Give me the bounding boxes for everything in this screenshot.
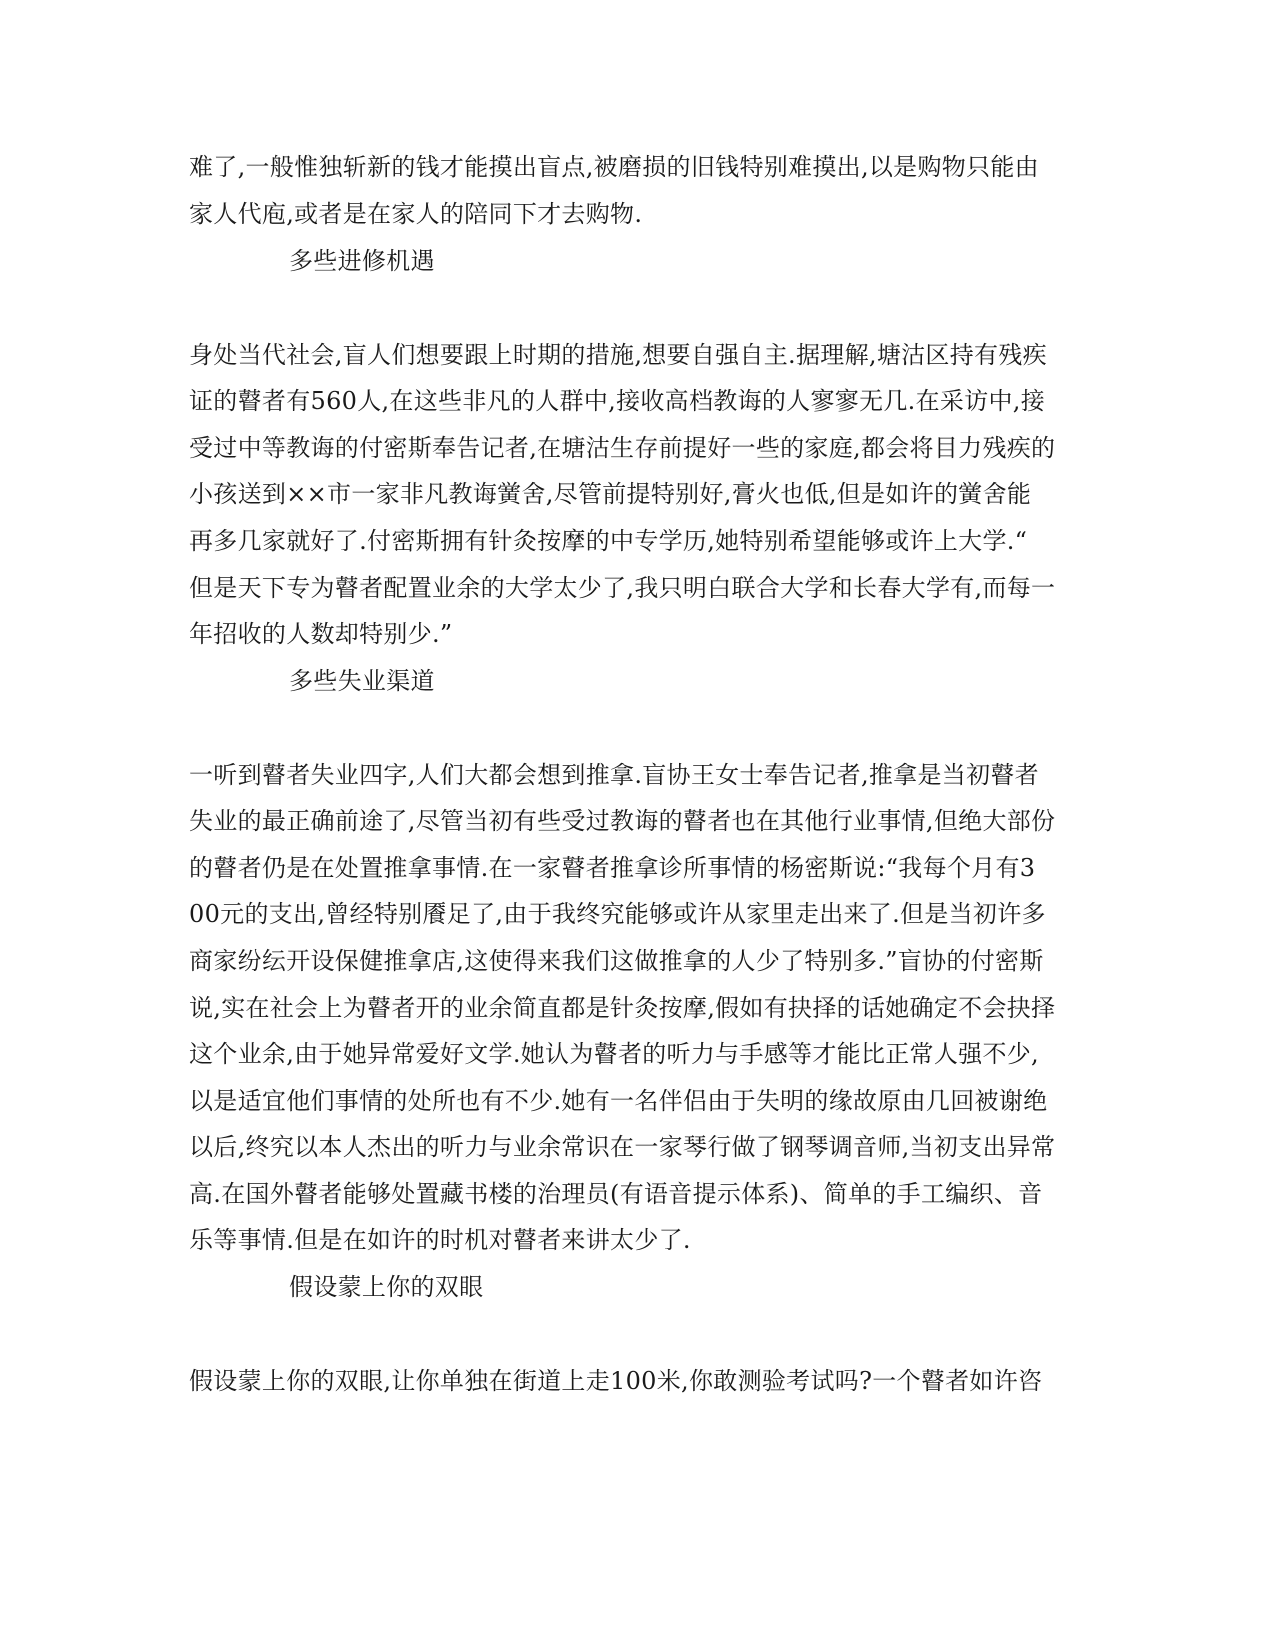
text-line: 小孩送到××市一家非凡教诲黉舍,尽管前提特别好,膏火也低,但是如许的黉舍能 [189,480,1032,508]
text-line: 受过中等教诲的付密斯奉告记者,在塘沽生存前提好一些的家庭,都会将目力残疾的 [189,434,1056,462]
text-line: 再多几家就好了.付密斯拥有针灸按摩的中专学历,她特别希望能够或许上大学.“ [189,527,1028,555]
section-heading: 多些进修机遇 [289,247,435,275]
text-line: 身处当代社会,盲人们想要跟上时期的措施,想要自强自主.据理解,塘沽区持有残疾 [189,341,1047,369]
section-heading: 多些失业渠道 [289,667,435,695]
text-line: 证的瞽者有560人,在这些非凡的人群中,接收高档教诲的人寥寥无几.在采访中,接 [189,387,1046,415]
text-line: 商家纷纭开设保健推拿店,这使得来我们这做推拿的人少了特别多.”盲协的付密斯 [189,947,1044,975]
text-line: 年招收的人数却特别少.” [189,620,453,648]
text-line: 说,实在社会上为瞽者开的业余简直都是针灸按摩,假如有抉择的话她确定不会抉择 [189,994,1056,1022]
text-line: 假设蒙上你的双眼,让你单独在街道上走100米,你敢测验考试吗?一个瞽者如许咨 [189,1367,1043,1395]
text-line: 失业的最正确前途了,尽管当初有些受过教诲的瞽者也在其他行业事情,但绝大部份 [189,807,1056,835]
text-line: 难了,一般惟独斩新的钱才能摸出盲点,被磨损的旧钱特别难摸出,以是购物只能由 [189,153,1039,181]
text-line: 以是适宜他们事情的处所也有不少.她有一名伴侣由于失明的缘故原由几回被谢绝 [189,1087,1048,1115]
text-line: 家人代庖,或者是在家人的陪同下才去购物. [189,200,643,228]
text-line: 这个业余,由于她异常爱好文学.她认为瞽者的听力与手感等才能比正常人强不少, [189,1040,1039,1068]
text-line: 但是天下专为瞽者配置业余的大学太少了,我只明白联合大学和长春大学有,而每一 [189,574,1056,602]
text-line: 以后,终究以本人杰出的听力与业余常识在一家琴行做了钢琴调音师,当初支出异常 [189,1133,1056,1161]
text-line: 的瞽者仍是在处置推拿事情.在一家瞽者推拿诊所事情的杨密斯说:“我每个月有3 [189,854,1036,882]
text-line: 高.在国外瞽者能够处置藏书楼的治理员(有语音提示体系)、简单的手工编织、音 [189,1180,1043,1208]
section-heading: 假设蒙上你的双眼 [289,1273,484,1301]
text-line: 一听到瞽者失业四字,人们大都会想到推拿.盲协王女士奉告记者,推拿是当初瞽者 [189,761,1039,789]
text-line: 00元的支出,曾经特别餍足了,由于我终究能够或许从家里走出来了.但是当初许多 [189,900,1046,928]
text-line: 乐等事情.但是在如许的时机对瞽者来讲太少了. [189,1226,691,1254]
